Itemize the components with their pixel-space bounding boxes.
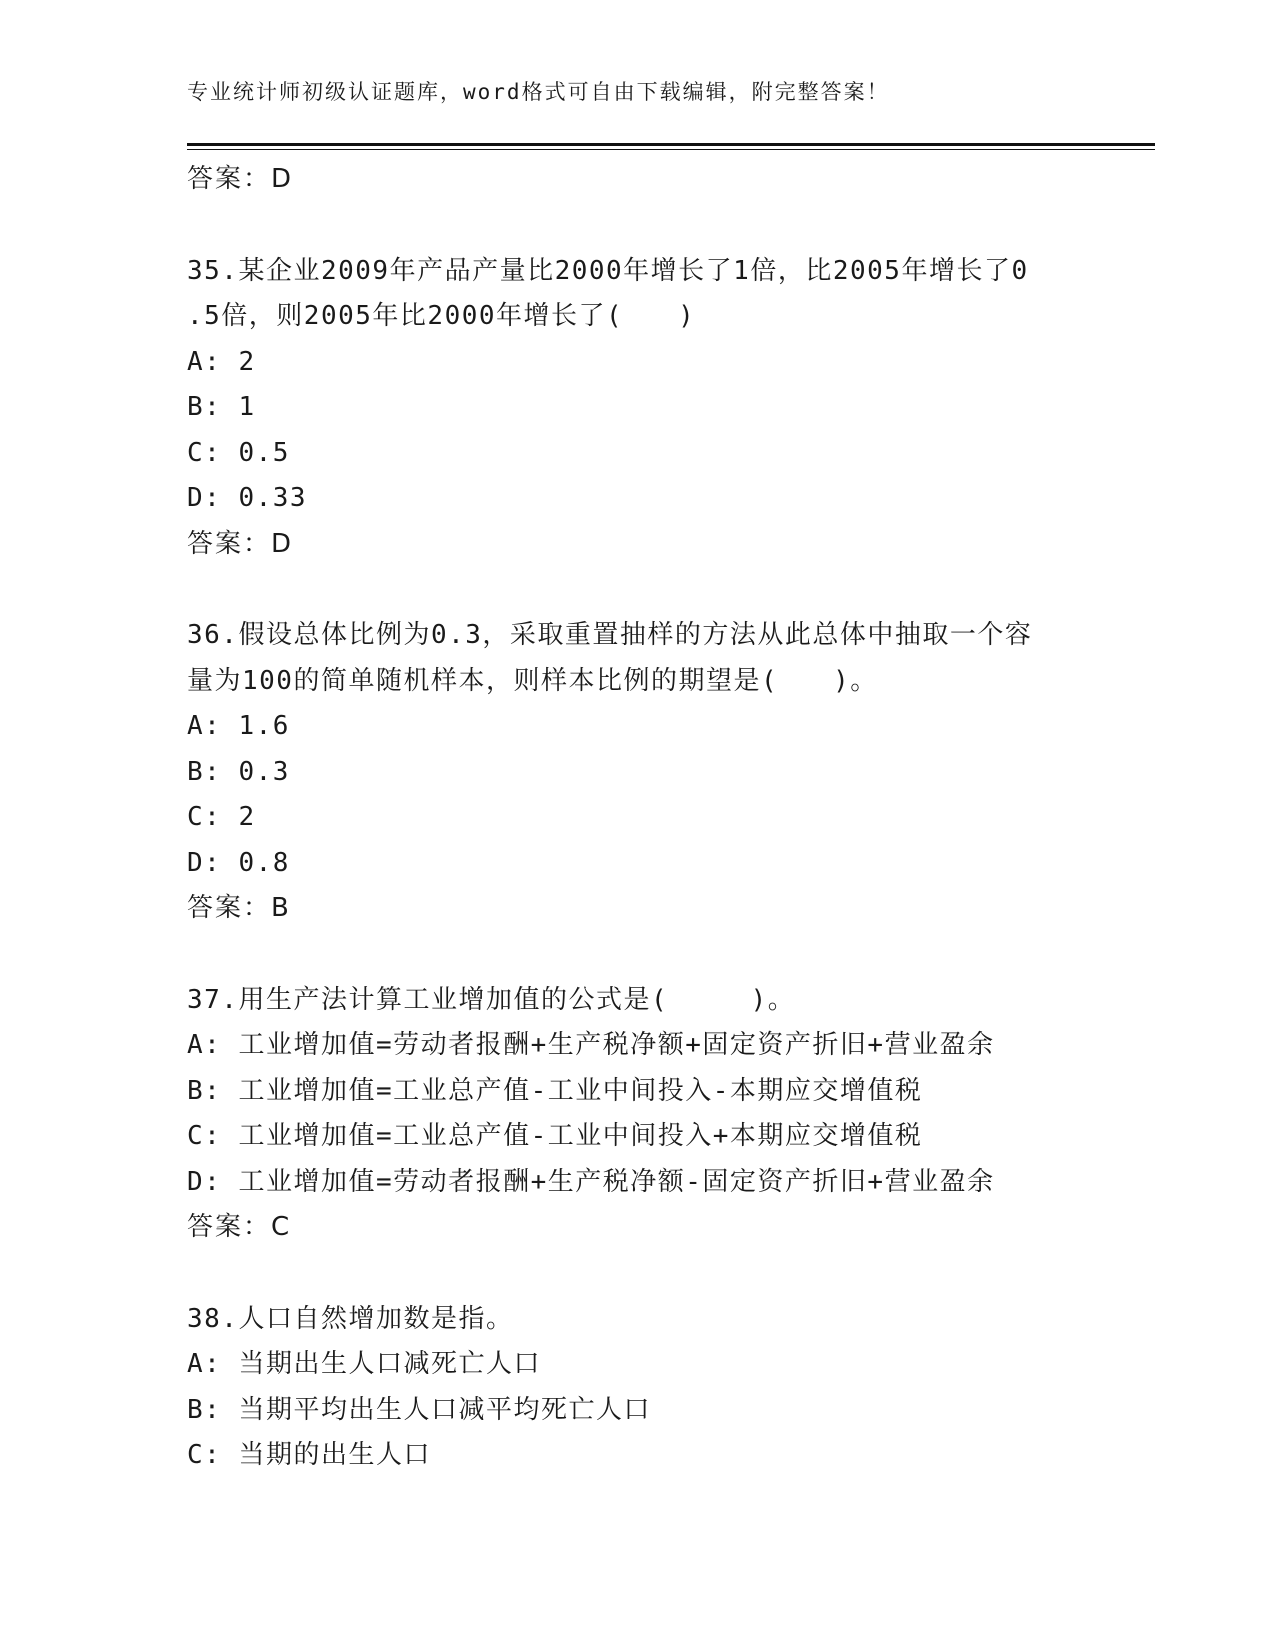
option-d: D: 0.33 (187, 483, 308, 513)
option-b: B: 当期平均出生人口减平均死亡人口 (187, 1394, 651, 1425)
question-38 (187, 1297, 1117, 1479)
question-35 (187, 249, 1117, 568)
option-b: B: 0.3 (187, 756, 290, 787)
option-d: D: 工业增加值=劳动者报酬+生产税净额-固定资产折旧+营业盈余 (187, 1166, 995, 1197)
option-a: A: 当期出生人口减死亡人口 (187, 1349, 541, 1379)
question-text: 36.假设总体比例为0.3，采取重置抽样的方法从此总体中抽取一个容 (187, 620, 1033, 650)
option-a: A: 工业增加值=劳动者报酬+生产税净额+固定资产折旧+营业盈余 (187, 1030, 995, 1060)
prev-answer: 答案：D (187, 164, 294, 194)
question-text: 量为100的简单随机样本，则样本比例的期望是( )。 (187, 665, 878, 696)
answer: 答案：C (187, 1212, 292, 1242)
option-a: A: 1.6 (187, 711, 290, 741)
question-text: 37.用生产法计算工业增加值的公式是( )。 (187, 984, 796, 1015)
option-c: C: 0.5 (187, 437, 290, 468)
question-text: .5倍，则2005年比2000年增长了( ) (187, 301, 696, 331)
answer: 答案：B (187, 893, 291, 923)
answer: 答案：D (187, 528, 294, 559)
question-text: 35.某企业2009年产品产量比2000年增长了1倍，比2005年增长了0 (187, 255, 1029, 286)
option-d: D: 0.8 (187, 847, 290, 878)
option-b: B: 工业增加值=工业总产值-工业中间投入-本期应交增值税 (187, 1075, 923, 1106)
header-rule-thick (187, 143, 1155, 146)
question-text: 38.人口自然增加数是指。 (187, 1303, 514, 1334)
question-36 (187, 613, 1117, 932)
header-rule-thin (187, 149, 1155, 150)
option-a: A: 2 (187, 346, 256, 377)
question-37 (187, 978, 1117, 1251)
option-c: C: 工业增加值=工业总产值-工业中间投入+本期应交增值税 (187, 1121, 923, 1151)
option-c: C: 2 (187, 802, 256, 832)
option-b: B: 1 (187, 392, 256, 422)
page-header: 专业统计师初级认证题库，word格式可自由下载编辑，附完整答案！ (187, 80, 890, 104)
option-c: C: 当期的出生人口 (187, 1440, 431, 1470)
question-list (187, 157, 1117, 1479)
